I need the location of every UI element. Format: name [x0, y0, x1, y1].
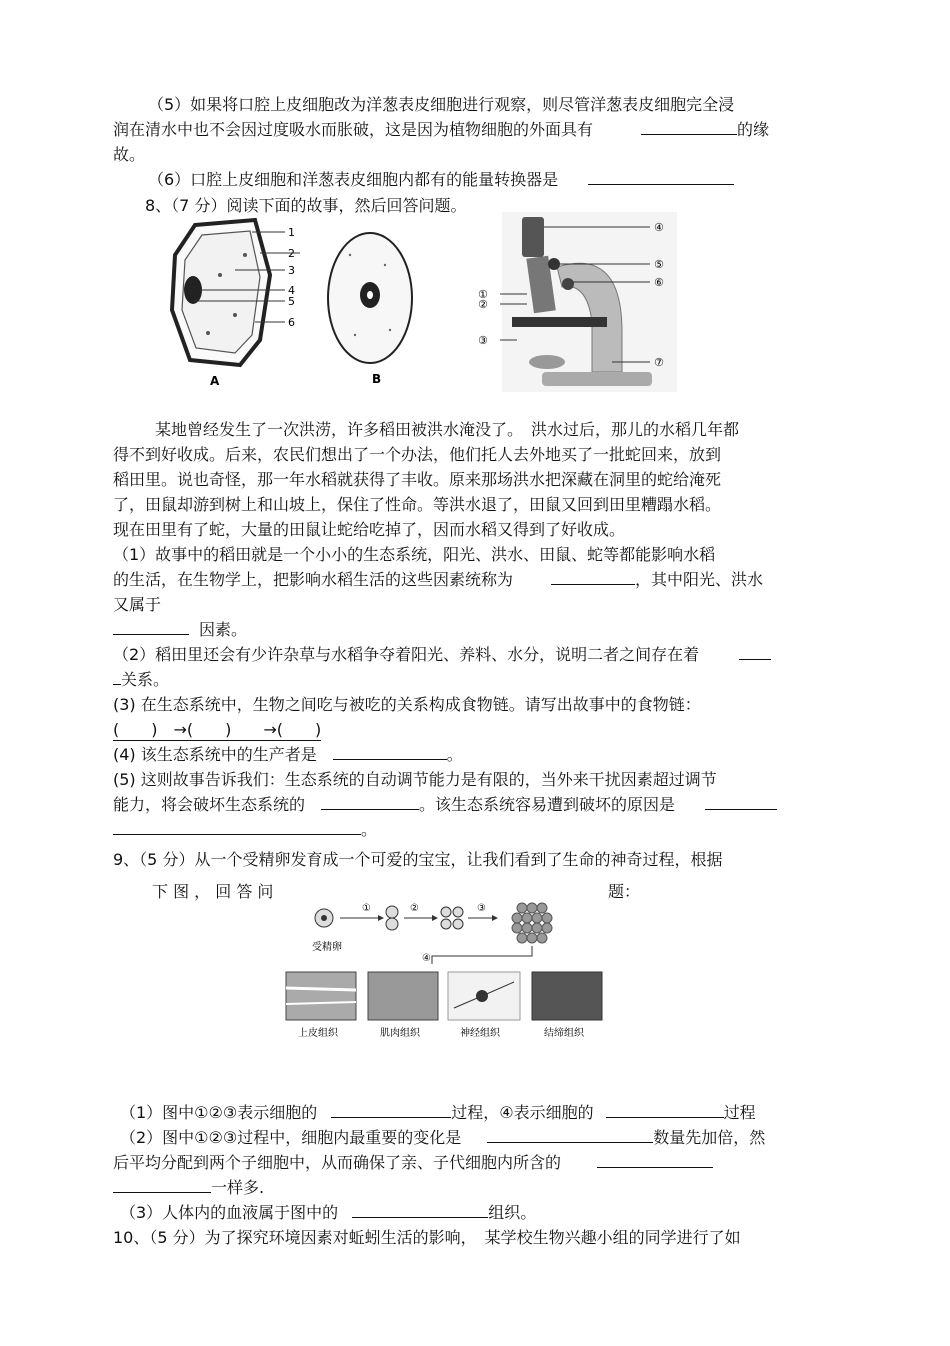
cell-label-1: 1 [288, 226, 295, 239]
microscope-label-4: ④ [654, 221, 664, 234]
plant-cell-a [172, 220, 270, 365]
cell-development-diagram [282, 898, 612, 1046]
q9-q2b [113, 1153, 713, 1173]
answer-blank[interactable] [487, 1128, 653, 1143]
answer-blank[interactable] [333, 745, 447, 760]
muscle-tissue [368, 972, 438, 1020]
epithelial-tissue [286, 972, 356, 1020]
answer-blank[interactable] [641, 120, 737, 135]
q8-q5b-mid: 。该生态系统容易遭到破坏的原因是 [419, 795, 676, 814]
base [542, 372, 652, 386]
cell-label-6: 6 [288, 316, 295, 329]
q9-q2a-end: 数量先加倍，然 [653, 1128, 766, 1147]
q8-q5b [113, 795, 777, 815]
step-4: ④ [422, 953, 431, 964]
tissue-label: 上皮组织 [298, 1028, 338, 1039]
q8-q1b-text: 的生活，在生物学上，把影响水稻生活的这些因素统称为 [113, 570, 514, 589]
animal-cell-b [328, 233, 412, 363]
story-line: 某地曾经发生了一次洪涝，许多稻田被洪水淹没了。 洪水过后，那儿的水稻几年都 [155, 420, 740, 439]
tissue-label: 肌肉组织 [380, 1028, 420, 1039]
q9-header2a: 下 图 ， 回 答 问 [152, 882, 274, 901]
zygote-label: 受精卵 [312, 942, 342, 953]
q8-q1d [113, 620, 247, 640]
answer-blank[interactable] [331, 1103, 451, 1118]
q9-q1-end: 过程 [723, 1103, 756, 1122]
answer-blank[interactable] [739, 645, 771, 660]
label-b: B [372, 372, 382, 386]
answer-blank[interactable] [606, 1103, 724, 1118]
q8-q1d-text: 因素。 [199, 620, 248, 639]
q8-q2b [113, 670, 169, 690]
microscope-label-7: ⑦ [654, 356, 664, 369]
q8-q4 [113, 745, 463, 765]
cell-diagram [160, 215, 425, 390]
answer-blank[interactable] [588, 170, 734, 185]
q9-q2c [113, 1178, 264, 1198]
microscope-label-5: ⑤ [654, 258, 664, 271]
nucleus [184, 276, 202, 304]
q9-q3-end: 组织。 [488, 1203, 537, 1222]
microscope-diagram [472, 212, 677, 392]
q8-q1a: （1）故事中的稻田就是一个小小的生态系统，阳光、洪水、田鼠、蛇等都能影响水稻 [113, 545, 716, 564]
answer-blank[interactable] [705, 795, 777, 810]
cell-label-5: 5 [288, 295, 295, 308]
q8-q3: (3) 在生态系统中，生物之间吃与被吃的关系构成食物链。请写出故事中的食物链： [113, 695, 701, 714]
q9-header2b: 题： [608, 882, 641, 901]
q9-q2c-text: 一样多. [211, 1178, 265, 1197]
q8-header: 8、（7 分）阅读下面的故事，然后回答问题。 [145, 196, 467, 215]
q7-line6 [148, 170, 734, 190]
story-line: 了，田鼠却游到树上和山坡上，保住了性命。等洪水退了，田鼠又回到田里糟蹋水稻。 [113, 495, 722, 514]
story-line: 现在田里有了蛇，大量的田鼠让蛇给吃掉了，因而水稻又得到了好收成。 [113, 520, 626, 539]
q8-q1b-end: ，其中阳光、洪水 [635, 570, 764, 589]
answer-blank[interactable] [113, 670, 121, 685]
q8-q5c [113, 820, 377, 840]
q9-header: 9、（5 分）从一个受精卵发育成一个可爱的宝宝，让我们看到了生命的神奇过程，根据 [113, 850, 723, 869]
q7-line5a: （5）如果将口腔上皮细胞改为洋葱表皮细胞进行观察，则尽管洋葱表皮细胞完全浸 [148, 95, 735, 114]
answer-blank[interactable] [551, 570, 635, 585]
q9-q2a-text: （2）图中①②③过程中，细胞内最重要的变化是 [120, 1128, 462, 1147]
q7-line6-text: （6）口腔上皮细胞和洋葱表皮细胞内都有的能量转换器是 [148, 170, 559, 189]
q9-q3-text: （3）人体内的血液属于图中的 [120, 1203, 339, 1222]
microscope-label-2: ② [478, 298, 488, 311]
connective-tissue [532, 972, 602, 1020]
q9-q1-mid: 过程，④表示细胞的 [451, 1103, 594, 1122]
cell-label-4: 4 [288, 284, 295, 297]
q8-q1c: 又属于 [113, 595, 162, 614]
q7-line5c: 故。 [113, 145, 146, 164]
q8-q3-chain[interactable]: ( ) →( ) →( ) [113, 720, 322, 739]
q8-q2b-text: 关系。 [121, 670, 170, 689]
q9-q1-text: （1）图中①②③表示细胞的 [120, 1103, 318, 1122]
microscope-label-3: ③ [478, 334, 488, 347]
cell-label-3: 3 [288, 264, 295, 277]
q8-q5b-text: 能力，将会破坏生态系统的 [113, 795, 306, 814]
q8-q2a-text: （2）稻田里还会有少许杂草与水稻争夺着阳光、养料、水分，说明二者之间存在着 [113, 645, 700, 664]
q8-q4-end: 。 [446, 745, 463, 764]
story-line: 稻田里。说也奇怪，那一年水稻就获得了丰收。原来那场洪水把深藏在洞里的蛇给淹死 [113, 470, 722, 489]
q9-q2a [120, 1128, 765, 1148]
microscope-label-1: ① [478, 288, 488, 301]
story-line: 得不到好收成。后来，农民们想出了一个办法，他们托人去外地买了一批蛇回来，放到 [113, 445, 722, 464]
stage [512, 317, 607, 327]
answer-blank[interactable] [113, 820, 361, 835]
label-a: A [210, 374, 220, 388]
step-1: ① [362, 903, 371, 914]
q9-q2b-text: 后平均分配到两个子细胞中，从而确保了亲、子代细胞内所含的 [113, 1153, 562, 1172]
answer-blank[interactable] [597, 1153, 713, 1168]
q8-q5a: (5) 这则故事告诉我们：生态系统的自动调节能力是有限的，当外来干扰因素超过调节 [113, 770, 717, 789]
tissue-label: 神经组织 [460, 1028, 500, 1039]
q10-header: 10、（5 分）为了探究环境因素对蚯蚓生活的影响， 某学校生物兴趣小组的同学进行了如 [113, 1228, 741, 1247]
answer-blank[interactable] [113, 620, 189, 635]
q8-q2a [113, 645, 771, 665]
answer-blank[interactable] [352, 1203, 488, 1218]
tissue-label: 结缔组织 [544, 1028, 584, 1039]
step-3: ③ [477, 903, 486, 914]
eyepiece [522, 217, 544, 257]
q7-line5b [113, 120, 769, 140]
answer-blank[interactable] [321, 795, 419, 810]
q8-q4-text: (4) 该生态系统中的生产者是 [113, 745, 317, 764]
q8-q1b [113, 570, 763, 590]
cell-label-2: 2 [288, 247, 295, 260]
answer-blank[interactable] [113, 1178, 211, 1193]
q9-q1 [120, 1103, 756, 1123]
mirror [529, 355, 565, 369]
q7-line5b-end: 的缘 [737, 120, 770, 139]
q7-line5b-text: 润在清水中也不会因过度吸水而胀破，这是因为植物细胞的外面具有 [113, 120, 594, 139]
q9-q3 [120, 1203, 536, 1223]
q8-q5c-end: 。 [361, 820, 378, 839]
step-2: ② [410, 903, 419, 914]
microscope-label-6: ⑥ [654, 276, 664, 289]
